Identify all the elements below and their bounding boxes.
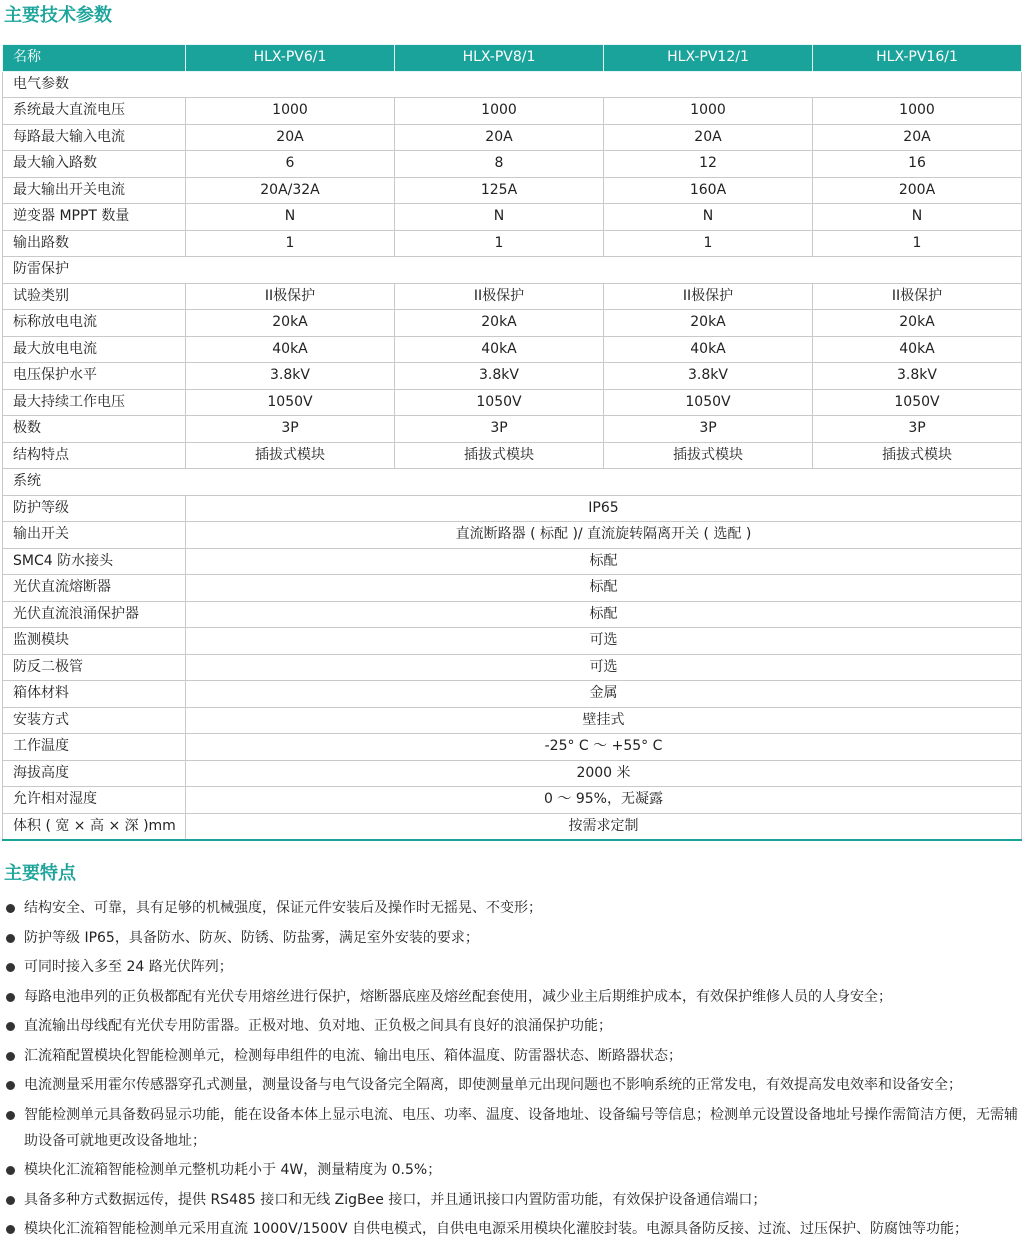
row-label: 箱体材料 — [3, 681, 186, 708]
feature-item — [6, 954, 1021, 980]
cell-value: 1000 — [604, 98, 813, 125]
row-label: 允许相对湿度 — [3, 787, 186, 814]
cell-value: 插拔式模块 — [813, 442, 1022, 469]
row-label: 最大持续工作电压 — [3, 389, 186, 416]
cell-value: 20A — [395, 124, 604, 151]
bullet-icon — [6, 993, 15, 1002]
table-row — [3, 760, 1022, 787]
cell-value: 20kA — [604, 310, 813, 337]
feature-item — [6, 895, 1021, 921]
cell-value: 3.8kV — [813, 363, 1022, 390]
table-row — [3, 787, 1022, 814]
section-row — [3, 257, 1022, 284]
feature-text: 模块化汇流箱智能检测单元采用直流 1000V/1500V 自供电模式，自供电电源采用模块化灌胶封装。电源具备防反接、过流、过压保护、防腐蚀等功能； — [24, 1221, 969, 1237]
cell-value: 直流断路器 ( 标配 )/ 直流旋转隔离开关 ( 选配 ) — [186, 522, 1022, 549]
cell-value: 160A — [604, 177, 813, 204]
row-label: 输出路数 — [3, 230, 186, 257]
row-label: 每路最大输入电流 — [3, 124, 186, 151]
cell-value: 3.8kV — [395, 363, 604, 390]
row-label: 海拔高度 — [3, 760, 186, 787]
table-row — [3, 548, 1022, 575]
feature-item — [6, 1157, 1021, 1183]
section-row — [3, 71, 1022, 98]
row-label: 最大输出开关电流 — [3, 177, 186, 204]
cell-value: 标配 — [186, 601, 1022, 628]
row-label: 安装方式 — [3, 707, 186, 734]
cell-value: 1050V — [395, 389, 604, 416]
cell-value: N — [604, 204, 813, 231]
row-label: 光伏直流熔断器 — [3, 575, 186, 602]
cell-value: 3.8kV — [604, 363, 813, 390]
feature-item — [6, 1187, 1021, 1213]
table-row — [3, 389, 1022, 416]
cell-value: 1 — [395, 230, 604, 257]
cell-value: 3P — [604, 416, 813, 443]
cell-value: 20A/32A — [186, 177, 395, 204]
row-label: 防护等级 — [3, 495, 186, 522]
feature-item — [6, 984, 1021, 1010]
bullet-icon — [6, 1052, 15, 1061]
header-model: HLX-PV8/1 — [395, 45, 604, 72]
cell-value: 20A — [813, 124, 1022, 151]
table-row — [3, 416, 1022, 443]
feature-text: 汇流箱配置模块化智能检测单元，检测每串组件的电流、输出电压、箱体温度、防雷器状态、断路器状态； — [24, 1047, 682, 1064]
params-section-title: 主要技术参数 — [4, 5, 112, 26]
section-label: 电气参数 — [3, 71, 1022, 98]
cell-value: N — [186, 204, 395, 231]
table-row — [3, 177, 1022, 204]
table-row — [3, 654, 1022, 681]
row-label: 试验类别 — [3, 283, 186, 310]
section-row — [3, 469, 1022, 496]
feature-text: 智能检测单元具备数码显示功能，能在设备本体上显示电流、电压、功率、温度、设备地址、设备编号等信息；检测单元设置设备地址号操作需简洁方便，无需辅助设备可就地更改设备地址； — [24, 1106, 1018, 1149]
table-row — [3, 336, 1022, 363]
cell-value: 标配 — [186, 575, 1022, 602]
cell-value: 2000 米 — [186, 760, 1022, 787]
cell-value: 1050V — [813, 389, 1022, 416]
cell-value: 40kA — [395, 336, 604, 363]
features-list — [6, 895, 1021, 1246]
table-row — [3, 813, 1022, 840]
row-label: 输出开关 — [3, 522, 186, 549]
feature-item — [6, 1102, 1021, 1154]
table-row — [3, 495, 1022, 522]
cell-value: 插拔式模块 — [186, 442, 395, 469]
table-row — [3, 601, 1022, 628]
row-label: 逆变器 MPPT 数量 — [3, 204, 186, 231]
row-label: 光伏直流浪涌保护器 — [3, 601, 186, 628]
cell-value: 1 — [813, 230, 1022, 257]
cell-value: N — [813, 204, 1022, 231]
cell-value: 40kA — [813, 336, 1022, 363]
feature-item — [6, 1072, 1021, 1098]
cell-value: 20A — [604, 124, 813, 151]
table-row — [3, 363, 1022, 390]
bullet-icon — [6, 1081, 15, 1090]
row-label: SMC4 防水接头 — [3, 548, 186, 575]
row-label: 系统最大直流电压 — [3, 98, 186, 125]
cell-value: 1000 — [186, 98, 395, 125]
feature-text: 结构安全、可靠，具有足够的机械强度，保证元件安装后及操作时无摇晃、不变形； — [24, 900, 542, 916]
cell-value: 0 ～ 95%，无凝露 — [186, 787, 1022, 814]
table-row — [3, 734, 1022, 761]
header-model: HLX-PV16/1 — [813, 45, 1022, 72]
cell-value: II极保护 — [395, 283, 604, 310]
cell-value: 40kA — [186, 336, 395, 363]
cell-value: 16 — [813, 151, 1022, 178]
row-label: 最大输入路数 — [3, 151, 186, 178]
table-row — [3, 230, 1022, 257]
cell-value: -25° C ～ +55° C — [186, 734, 1022, 761]
feature-item — [6, 1216, 1021, 1242]
cell-value: 20kA — [813, 310, 1022, 337]
row-label: 极数 — [3, 416, 186, 443]
bullet-icon — [6, 1111, 15, 1120]
header-name: 名称 — [3, 45, 186, 72]
feature-text: 模块化汇流箱智能检测单元整机功耗小于 4W，测量精度为 0.5%； — [24, 1162, 442, 1178]
bullet-icon — [6, 904, 15, 913]
section-label: 防雷保护 — [3, 257, 1022, 284]
table-row — [3, 151, 1022, 178]
cell-value: 8 — [395, 151, 604, 178]
cell-value: 1000 — [813, 98, 1022, 125]
cell-value: 1 — [186, 230, 395, 257]
cell-value: 12 — [604, 151, 813, 178]
table-row — [3, 628, 1022, 655]
table-row — [3, 522, 1022, 549]
table-row — [3, 310, 1022, 337]
cell-value: 1 — [604, 230, 813, 257]
feature-text: 可同时接入多至 24 路光伏阵列； — [24, 959, 233, 975]
bullet-icon — [6, 963, 15, 972]
cell-value: II极保护 — [813, 283, 1022, 310]
cell-value: N — [395, 204, 604, 231]
bullet-icon — [6, 1225, 15, 1234]
cell-value: II极保护 — [186, 283, 395, 310]
section-label: 系统 — [3, 469, 1022, 496]
feature-text: 防护等级 IP65，具备防水、防灰、防锈、防盐雾，满足室外安装的要求； — [24, 929, 479, 946]
cell-value: 3P — [186, 416, 395, 443]
feature-text: 每路电池串列的正负极都配有光伏专用熔丝进行保护，熔断器底座及熔丝配套使用，减少业主后期维护成本，有效保护维修人员的人身安全； — [24, 988, 892, 1005]
feature-item — [6, 925, 1021, 951]
cell-value: 3P — [395, 416, 604, 443]
header-model: HLX-PV6/1 — [186, 45, 395, 72]
feature-text: 直流输出母线配有光伏专用防雷器。正极对地、负对地、正负极之间具有良好的浪涌保护功能； — [24, 1018, 612, 1034]
header-model: HLX-PV12/1 — [604, 45, 813, 72]
feature-item — [6, 1013, 1021, 1039]
cell-value: 3P — [813, 416, 1022, 443]
row-label: 防反二极管 — [3, 654, 186, 681]
table-row — [3, 204, 1022, 231]
cell-value: 1050V — [186, 389, 395, 416]
cell-value: 插拔式模块 — [604, 442, 813, 469]
cell-value: 1050V — [604, 389, 813, 416]
table-row — [3, 283, 1022, 310]
cell-value: 125A — [395, 177, 604, 204]
row-label: 监测模块 — [3, 628, 186, 655]
cell-value: 金属 — [186, 681, 1022, 708]
row-label: 标称放电电流 — [3, 310, 186, 337]
table-header-row — [3, 45, 1022, 72]
cell-value: 20A — [186, 124, 395, 151]
cell-value: 20kA — [395, 310, 604, 337]
row-label: 体积 ( 宽 × 高 × 深 )mm — [3, 813, 186, 840]
cell-value: 标配 — [186, 548, 1022, 575]
cell-value: IP65 — [186, 495, 1022, 522]
cell-value: 3.8kV — [186, 363, 395, 390]
cell-value: 6 — [186, 151, 395, 178]
row-label: 工作温度 — [3, 734, 186, 761]
table-row — [3, 575, 1022, 602]
cell-value: 20kA — [186, 310, 395, 337]
table-row — [3, 442, 1022, 469]
cell-value: 壁挂式 — [186, 707, 1022, 734]
bullet-icon — [6, 1166, 15, 1175]
bullet-icon — [6, 934, 15, 943]
feature-item — [6, 1043, 1021, 1069]
spec-table — [2, 44, 1022, 841]
table-row — [3, 707, 1022, 734]
feature-text: 电流测量采用霍尔传感器穿孔式测量，测量设备与电气设备完全隔离，即使测量单元出现问题也不影响系统的正常发电，有效提高发电效率和设备安全； — [24, 1077, 962, 1093]
bullet-icon — [6, 1022, 15, 1031]
cell-value: 可选 — [186, 654, 1022, 681]
table-row — [3, 98, 1022, 125]
features-section-title: 主要特点 — [4, 863, 76, 884]
cell-value: 200A — [813, 177, 1022, 204]
bullet-icon — [6, 1196, 15, 1205]
table-row — [3, 681, 1022, 708]
row-label: 最大放电电流 — [3, 336, 186, 363]
cell-value: 可选 — [186, 628, 1022, 655]
cell-value: 按需求定制 — [186, 813, 1022, 840]
cell-value: 1000 — [395, 98, 604, 125]
table-row — [3, 124, 1022, 151]
cell-value: II极保护 — [604, 283, 813, 310]
row-label: 电压保护水平 — [3, 363, 186, 390]
cell-value: 插拔式模块 — [395, 442, 604, 469]
row-label: 结构特点 — [3, 442, 186, 469]
feature-text: 具备多种方式数据远传，提供 RS485 接口和无线 ZigBee 接口，并且通讯接口内置防雷功能，有效保护设备通信端口； — [24, 1191, 767, 1208]
cell-value: 40kA — [604, 336, 813, 363]
